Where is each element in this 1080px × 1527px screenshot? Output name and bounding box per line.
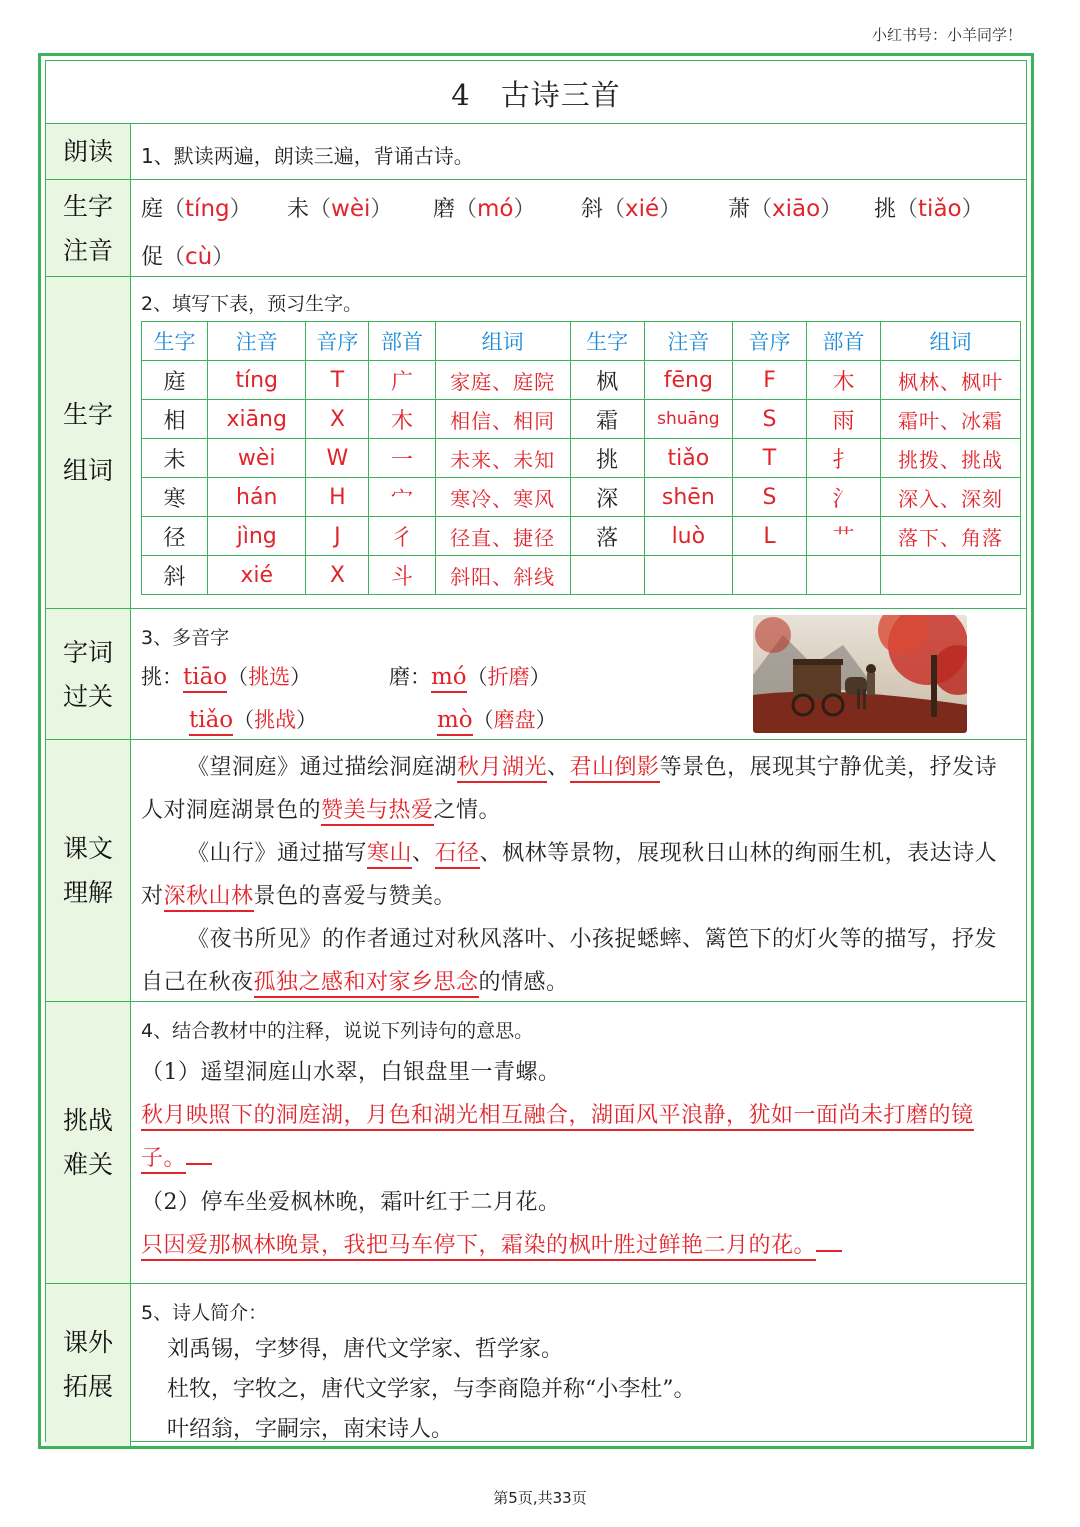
- page-title: 4 古诗三首: [451, 78, 621, 112]
- text: 《望洞庭》通过描绘洞庭湖: [187, 755, 458, 780]
- pinyin-answer: mó: [477, 196, 514, 222]
- cell-radical: 雨: [806, 400, 880, 439]
- pinyin-answer: cù: [185, 244, 213, 270]
- cell-words: 枫林、枫叶: [880, 361, 1020, 400]
- table-header: 音序: [733, 322, 807, 361]
- answer-blank: [186, 1161, 212, 1165]
- page-number: 第5页,共33页: [493, 1489, 587, 1507]
- answer-1: [141, 1094, 1018, 1180]
- text: 景色的喜爱与赞美。: [253, 884, 457, 909]
- table-row: [142, 478, 1021, 517]
- pinyin-item: 萧（xiāo）: [728, 196, 843, 222]
- poly-pinyin: mó: [431, 664, 467, 693]
- cell-words: 挑拨、挑战: [880, 439, 1020, 478]
- section-label: 生字 注音: [46, 180, 131, 277]
- cell-pinyin: tiǎo: [644, 439, 732, 478]
- pinyin-answer: wèi: [331, 196, 371, 222]
- paragraph-yeshusuojian: [141, 918, 1018, 1004]
- table-header: 生字: [142, 322, 208, 361]
- cell-initial: T: [733, 439, 807, 478]
- section-label: 挑战 难关: [46, 1002, 131, 1284]
- cell-radical: 艹: [806, 517, 880, 556]
- table-header: 音序: [306, 322, 369, 361]
- cell-char: 枫: [570, 361, 644, 400]
- word-table: [141, 321, 1021, 595]
- cell-initial: S: [733, 478, 807, 517]
- watermark: 小红书号：小羊同学！: [871, 26, 1022, 44]
- table-header: 部首: [806, 322, 880, 361]
- poly-heading: 3、多音字: [141, 627, 230, 649]
- poly-char: 磨：: [389, 665, 431, 689]
- cell-pinyin: fēng: [644, 361, 732, 400]
- poly-pinyin: tiāo: [183, 664, 227, 693]
- answer: 深秋山林: [164, 884, 254, 912]
- section-extension: [46, 1283, 1026, 1446]
- table-header: 注音: [208, 322, 306, 361]
- cell-pinyin: hán: [208, 478, 306, 517]
- cell-words: [880, 556, 1020, 595]
- table-header: 组词: [435, 322, 570, 361]
- cell-words: 落下、角落: [880, 517, 1020, 556]
- table-header: 组词: [880, 322, 1020, 361]
- table-header: 生字: [570, 322, 644, 361]
- cell-pinyin: wèi: [208, 439, 306, 478]
- section-polyphone: [46, 608, 1026, 740]
- title-row: [46, 61, 1026, 123]
- cell-pinyin: tíng: [208, 361, 306, 400]
- pinyin-char: 斜: [581, 197, 604, 222]
- poly-item-mo-2: mò（磨盘）: [437, 704, 557, 734]
- cell-initial: X: [306, 556, 369, 595]
- section-label: 课文 理解: [46, 740, 131, 1002]
- pinyin-char: 萧: [728, 197, 751, 222]
- pinyin-char: 促: [141, 245, 164, 270]
- cell-initial: F: [733, 361, 807, 400]
- table-row: [142, 361, 1021, 400]
- section-label: 课外 拓展: [46, 1284, 131, 1446]
- text: 等景色，展现其宁静优美，抒发诗人对洞庭湖景色的: [141, 755, 998, 823]
- cell-radical: 广: [369, 361, 435, 400]
- cell-initial: [733, 556, 807, 595]
- pinyin-item: 庭（tíng）: [141, 196, 252, 222]
- cell-pinyin: luò: [644, 517, 732, 556]
- text: 的情感。: [478, 970, 569, 995]
- pinyin-item: 挑（tiǎo）: [874, 196, 984, 222]
- section-label: 生字 组词: [46, 277, 131, 609]
- poly-item-tiao-2: tiǎo（挑战）: [189, 704, 317, 734]
- poet-dumu: 杜牧，字牧之，唐代文学家，与李商隐并称“小李杜”。: [167, 1377, 696, 1402]
- cell-initial: W: [306, 439, 369, 478]
- cell-radical: 木: [369, 400, 435, 439]
- section-understanding: [46, 739, 1026, 1002]
- cell-char: 庭: [142, 361, 208, 400]
- table-row: [142, 439, 1021, 478]
- answer: 君山倒影: [570, 755, 660, 783]
- section-words: [46, 276, 1026, 609]
- paragraph-wangdongting: [141, 746, 1018, 832]
- cell-pinyin: shēn: [644, 478, 732, 517]
- cell-words: 未来、未知: [435, 439, 570, 478]
- table-header: 注音: [644, 322, 732, 361]
- cell-char: [570, 556, 644, 595]
- poet-yeshaoweng: 叶绍翁，字嗣宗，南宋诗人。: [167, 1417, 454, 1442]
- pinyin-char: 未: [287, 197, 310, 222]
- table-row: [142, 556, 1021, 595]
- text: 、: [547, 755, 570, 780]
- cell-words: 霜叶、冰霜: [880, 400, 1020, 439]
- cell-char: 霜: [570, 400, 644, 439]
- table-row: [142, 517, 1021, 556]
- table-row: [142, 400, 1021, 439]
- poly-word: 挑战: [254, 708, 297, 732]
- answer: 孤独之感和对家乡思念: [254, 970, 479, 998]
- section-label: 字词 过关: [46, 609, 131, 740]
- cell-initial: T: [306, 361, 369, 400]
- read-instruction: 1、默读两遍，朗读三遍，背诵古诗。: [141, 144, 474, 168]
- poly-pinyin: tiǎo: [189, 707, 233, 736]
- poly-item-tiao: 挑：tiāo（挑选）: [141, 661, 311, 691]
- cell-radical: 宀: [369, 478, 435, 517]
- cell-initial: J: [306, 517, 369, 556]
- pinyin-list: [131, 180, 1026, 277]
- cell-radical: 扌: [806, 439, 880, 478]
- cell-words: 径直、捷径: [435, 517, 570, 556]
- poly-word: 磨盘: [493, 708, 536, 732]
- cell-initial: S: [733, 400, 807, 439]
- question-2: （2）停车坐爱枫林晚，霜叶红于二月花。: [141, 1190, 561, 1215]
- cell-words: 相信、相同: [435, 400, 570, 439]
- worksheet-table: [45, 60, 1027, 1442]
- answer: 寒山: [367, 841, 412, 869]
- cell-radical: 彳: [369, 517, 435, 556]
- poet-liuyuxi: 刘禹锡，字梦得，唐代文学家、哲学家。: [167, 1337, 564, 1362]
- cell-char: 未: [142, 439, 208, 478]
- cell-words: 深入、深刻: [880, 478, 1020, 517]
- pinyin-item: 磨（mó）: [433, 196, 536, 222]
- cell-initial: X: [306, 400, 369, 439]
- cell-char: 相: [142, 400, 208, 439]
- poly-item-mo: 磨：mó（折磨）: [389, 661, 551, 691]
- words-heading: 2、填写下表，预习生字。: [141, 293, 363, 315]
- answer: 秋月湖光: [457, 755, 547, 783]
- pinyin-answer: tiǎo: [918, 196, 962, 222]
- worksheet-frame: [38, 53, 1034, 1449]
- answer: 石径: [435, 841, 480, 869]
- pinyin-item: 促（cù）: [141, 244, 235, 270]
- pinyin-answer: xiāo: [772, 196, 821, 222]
- cell-pinyin: jìng: [208, 517, 306, 556]
- cell-initial: L: [733, 517, 807, 556]
- cell-radical: 木: [806, 361, 880, 400]
- table-header: 部首: [369, 322, 435, 361]
- cell-char: 斜: [142, 556, 208, 595]
- cell-pinyin: xiāng: [208, 400, 306, 439]
- text: 《山行》通过描写: [187, 841, 368, 866]
- text: 之情。: [433, 798, 502, 823]
- cell-char: 深: [570, 478, 644, 517]
- cell-radical: 氵: [806, 478, 880, 517]
- pinyin-answer: tíng: [185, 196, 230, 222]
- cell-char: 落: [570, 517, 644, 556]
- pinyin-char: 磨: [433, 197, 456, 222]
- pinyin-item: 斜（xié）: [581, 196, 682, 222]
- cell-words: 寒冷、寒风: [435, 478, 570, 517]
- challenge-heading: 4、结合教材中的注释，说说下列诗句的意思。: [141, 1020, 534, 1042]
- cell-pinyin: xié: [208, 556, 306, 595]
- cell-radical: 斗: [369, 556, 435, 595]
- answer: 只因爱那枫林晚景，我把马车停下，霜染的枫叶胜过鲜艳二月的花。: [141, 1233, 816, 1261]
- section-label: 朗读: [46, 124, 131, 180]
- pinyin-char: 庭: [141, 197, 164, 222]
- section-read: [46, 123, 1026, 180]
- poly-word: 折磨: [487, 665, 530, 689]
- text: 、: [412, 841, 435, 866]
- poly-pinyin: mò: [437, 707, 473, 736]
- section-pinyin: [46, 179, 1026, 277]
- pinyin-item: 未（wèi）: [287, 196, 393, 222]
- answer-2: [141, 1224, 1018, 1267]
- cell-char: 寒: [142, 478, 208, 517]
- cell-pinyin: [644, 556, 732, 595]
- text: 《夜书所见》的作者通过对秋风落叶、小孩捉蟋蟀、篱笆下的灯火等的描写，抒发自己在秋夜: [141, 927, 998, 995]
- pinyin-answer: xié: [625, 196, 660, 222]
- paragraph-shanxing: [141, 832, 1018, 918]
- question-1: （1）遥望洞庭山水翠，白银盘里一青螺。: [141, 1060, 561, 1085]
- answer: 秋月映照下的洞庭湖，月色和湖光相互融合，湖面风平浪静，犹如一面尚未打磨的镜子。: [141, 1103, 974, 1174]
- autumn-carriage-illustration: [753, 615, 967, 733]
- answer-blank: [816, 1248, 842, 1252]
- cell-initial: H: [306, 478, 369, 517]
- text: 、枫林等景物，展现秋日山林的绚丽生机，表达诗人对: [141, 841, 998, 909]
- poly-word: 挑选: [248, 665, 291, 689]
- cell-char: 挑: [570, 439, 644, 478]
- section-challenge: [46, 1001, 1026, 1284]
- poly-char: 挑：: [141, 665, 183, 689]
- extension-heading: 5、诗人简介：: [141, 1302, 268, 1324]
- cell-radical: 一: [369, 439, 435, 478]
- cell-radical: [806, 556, 880, 595]
- cell-words: 斜阳、斜线: [435, 556, 570, 595]
- cell-words: 家庭、庭院: [435, 361, 570, 400]
- cell-char: 径: [142, 517, 208, 556]
- answer: 赞美与热爱: [321, 798, 434, 826]
- pinyin-char: 挑: [874, 197, 897, 222]
- cell-pinyin: shuāng: [644, 400, 732, 439]
